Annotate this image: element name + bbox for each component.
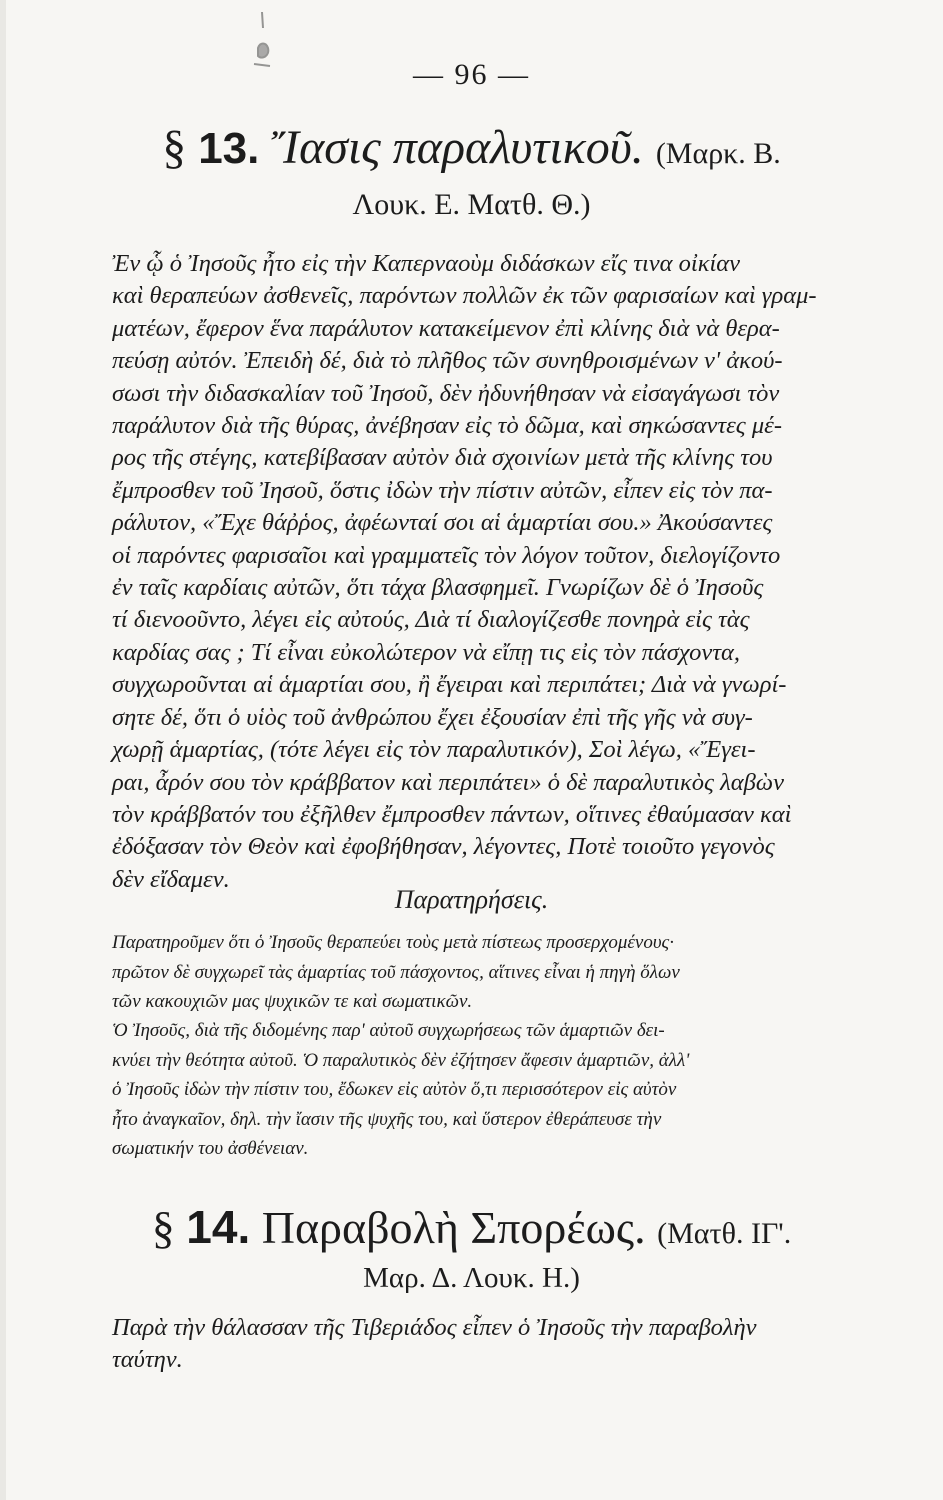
- section-13-reference-line: Λουκ. Ε. Ματθ. Θ.): [352, 188, 591, 221]
- section-13-heading: [0, 120, 943, 175]
- section-reference: (Ματθ. ΙΓ'.: [657, 1217, 792, 1250]
- section-14-reference-line: Μαρ. Δ. Λουκ. Η.): [363, 1262, 580, 1294]
- observation-note: Παρατηροῦμεν ὅτι ὁ Ἰησοῦς θεραπεύει τοὺς μετὰ πίστεως προσερχομένους· πρῶτον δὲ συγχωρεῖ τὰς ἁμαρτίας τοῦ πάσχοντος, αἵτινες εἶναι ἡ πηγὴ ὅλων τῶν κακουχιῶν μας ψυχικῶν τε καὶ σωματικῶν.: [112, 932, 680, 1012]
- observations-heading: Παρατηρήσεις.: [394, 885, 549, 914]
- section-title: Ἴασις παραλυτικοῦ.: [271, 121, 644, 174]
- body-paragraph: Παρὰ τὴν θάλασσαν τῆς Τιβεριάδος εἶπεν ὁ Ἰησοῦς τὴν παραβολὴν ταύτην.: [112, 1314, 757, 1374]
- observation-note: Ὁ Ἰησοῦς, διὰ τῆς διδομένης παρ' αὐτοῦ συγχωρήσεως τῶν ἁμαρτιῶν δει- κνύει τὴν θεότητα αὐτοῦ. Ὁ παραλυτικὸς δὲν ἐζήτησεν ἄφεσιν ἁμαρτιῶν, ἀλλ' ὁ Ἰησοῦς ἰδὼν τὴν πίστιν του, ἔδωκεν εἰς αὐτὸν ὅ,τι περισσότερον εἰς αὐτὸν ἦτο ἀναγκαῖον, δηλ. τὴν ἴασιν τῆς ψυχῆς του, καὶ ὕστερον ἐθεράπευσε τὴν σωματικήν του ἀσθένειαν.: [112, 1020, 690, 1159]
- section-title: Παραβολὴ Σπορέως.: [261, 1202, 646, 1253]
- section-number: 14.: [186, 1201, 251, 1253]
- section-mark: §: [151, 1202, 175, 1253]
- page-number: — 96 —: [413, 58, 530, 91]
- section-mark: §: [162, 121, 187, 174]
- section-number: 13.: [198, 124, 260, 173]
- section-reference: (Μαρκ. Β.: [655, 137, 781, 170]
- section-14-heading: [0, 1200, 943, 1254]
- body-paragraph: Ἐν ᾧ ὁ Ἰησοῦς ἦτο εἰς τὴν Καπερναοὺμ διδάσκων εἴς τινα οἰκίαν καὶ θεραπεύων ἀσθενεῖς, παρόντων πολλῶν ἐκ τῶν φαρισαίων καὶ γραμ- ματέων, ἔφερον ἕνα παράλυτον κατακείμενον ἐπὶ κλίνης διὰ νὰ θερα- πεύσῃ αὐτόν. Ἐπειδὴ δέ, διὰ τὸ πλῆθος τῶν συνηθροισμένων ν' ἀκού- σωσι τὴν διδασκαλίαν τοῦ Ἰησοῦ, δὲν ἠδυνήθησαν νὰ εἰσαγάγωσι τὸν παράλυτον διὰ τῆς θύρας, ἀνέβησαν εἰς τὸ δῶμα, καὶ σηκώσαντες μέ- ρος τῆς στέγης, κατεβίβασαν αὐτὸν διὰ σχοινίων μετὰ τῆς κλίνης του ἔμπροσθεν τοῦ Ἰησοῦ, ὅστις ἰδὼν τὴν πίστιν αὐτῶν, εἶπεν εἰς τὸν πα- ράλυτον, «Ἔχε θάῤῥος, ἀφέωνταί σοι αἱ ἁμαρτίαι σου.» Ἀκούσαντες οἱ παρόντες φαρισαῖοι καὶ γραμματεῖς τὸν λόγον τοῦτον, διελογίζοντο ἐν ταῖς καρδίαις αὐτῶν, ὅτι τάχα βλασφημεῖ. Γνωρίζων δὲ ὁ Ἰησοῦς τί διενοοῦντο, λέγει εἰς αὐτούς, Διὰ τί διαλογίζεσθε πονηρὰ εἰς τὰς καρδίας σας ; Τί εἶναι εὐκολώτερον νὰ εἴπῃ τις εἰς τὸν πάσχοντα, συγχωροῦνται αἱ ἁμαρτίαι σου, ἢ ἔγειραι καὶ περιπάτει; Διὰ νὰ γνωρί- σητε δέ, ὅτι ὁ υἱὸς τοῦ ἀνθρώπου ἔχει ἐξουσίαν ἐπὶ τῆς γῆς νὰ συγ- χωρῇ ἁμαρτίας, (τότε λέγει εἰς τὸν παραλυτικόν), Σοὶ λέγω, «Ἔγει- ραι, ἆρόν σου τὸν κράββατον καὶ περιπάτει» ὁ δὲ παραλυτικὸς λαβὼν τὸν κράββατόν του ἐξῆλθεν ἔμπροσθεν πάντων, οἵτινες ἐθαύμασαν καὶ ἐδόξασαν τὸν Θεὸν καὶ ἐφοβήθησαν, λέγοντες, Ποτὲ τοιοῦτο γεγονὸς δὲν εἴδαμεν.: [112, 250, 817, 893]
